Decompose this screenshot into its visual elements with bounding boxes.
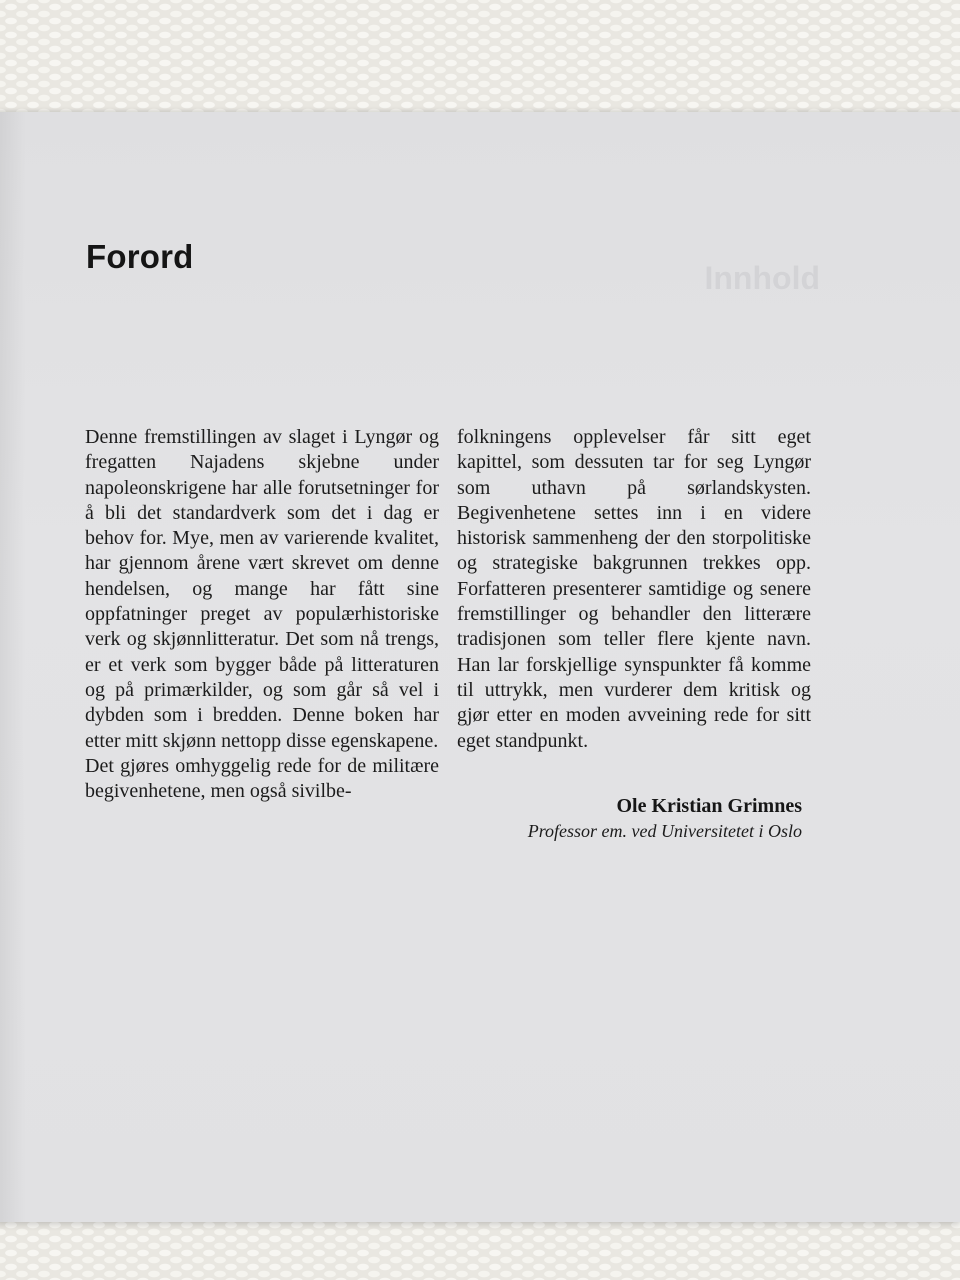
signature-name: Ole Kristian Grimnes [616, 795, 802, 817]
paragraph: Denne fremstillingen av slaget i Lyngør og fregatten Najadens skjebne under napoleonskrigene har alle forutsetninger for å bli det standardverk som det i dag er behov for. Mye, men av varierende kvalitet, har gjennom årene vært skrevet om denne hendelsen, og mange har fått sine oppfatninger preget av populærhistoriske verk og skjønnlitteratur. Det som nå trengs, er et verk som bygger både på litteraturen og på primærkilder, og som går så vel i dybden som i bredden. Denne boken har etter mitt skjønn nettopp disse egenskapene. [85, 426, 439, 752]
paragraph: folkningens opplevelser får sitt eget kapittel, som dessuten tar for seg Lyngør som uthavn på sørlandskysten. Begivenhetene settes inn i en videre historisk sammenheng der den storpolitiske og strategiske bakgrunnen trekkes opp. Forfatteren presenterer samtidige og senere fremstillinger og behandler den litterære tradisjonen som teller flere kjente navn. Han lar forskjellige synspunkter få komme til uttrykk, men vurderer dem kritisk og gjør etter en moden avveining rede for sitt eget standpunkt. [457, 426, 811, 752]
page-title: Forord [86, 238, 194, 275]
signature-title: Professor em. ved Universitetet i Oslo [527, 821, 802, 841]
text-column-right [457, 425, 811, 754]
show-through-heading: Innhold [704, 260, 820, 296]
book-page [0, 112, 960, 1222]
paragraph: Det gjøres omhyggelig rede for de militære begivenhetene, men også sivilbe- [85, 754, 439, 803]
text-column-left [85, 425, 439, 804]
